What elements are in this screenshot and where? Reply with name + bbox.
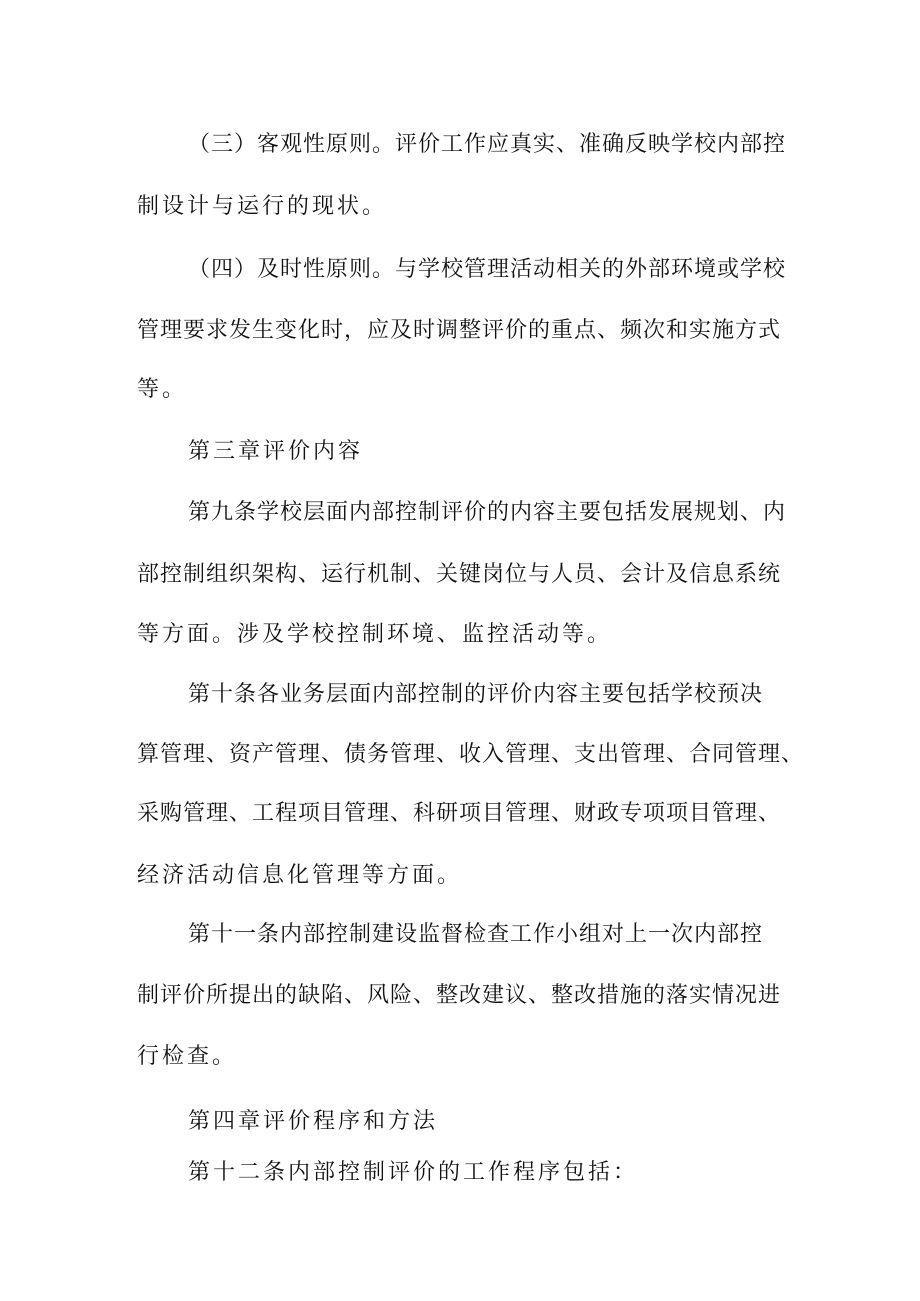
text-line: 行检查。	[137, 1044, 238, 1069]
text-line: 制评价所提出的缺陷、风险、整改建议、整改措施的落实情况进	[137, 983, 782, 1008]
text-line: （四）及时性原则。与学校管理活动相关的外部环境或学校	[188, 257, 787, 282]
text-line: 等方面。涉及学校控制环境、监控活动等。	[137, 622, 613, 647]
text-line: 等。	[137, 377, 188, 402]
text-line: 制设计与运行的现状。	[137, 194, 388, 219]
text-line: 第九条学校层面内部控制评价的内容主要包括发展规划、内	[188, 500, 787, 525]
text-line: 采购管理、工程项目管理、科研项目管理、财政专项项目管理、	[137, 801, 782, 826]
text-line: 管理要求发生变化时，应及时调整评价的重点、频次和实施方式	[137, 318, 782, 343]
chapter-heading: 第四章评价程序和方法	[188, 1109, 439, 1134]
text-line: （三）客观性原则。评价工作应真实、准确反映学校内部控	[188, 132, 787, 157]
text-line: 第十二条内部控制评价的工作程序包括：	[188, 1160, 639, 1185]
text-line: 算管理、资产管理、债务管理、收入管理、支出管理、合同管理、	[137, 742, 805, 767]
text-line: 部控制组织架构、运行机制、关键岗位与人员、会计及信息系统	[137, 562, 782, 587]
text-line: 经济活动信息化管理等方面。	[137, 863, 463, 888]
text-line: 第十条各业务层面内部控制的评价内容主要包括学校预决	[188, 682, 764, 707]
chapter-heading: 第三章评价内容	[188, 439, 364, 464]
text-line: 第十一条内部控制建设监督检查工作小组对上一次内部控	[188, 922, 764, 947]
